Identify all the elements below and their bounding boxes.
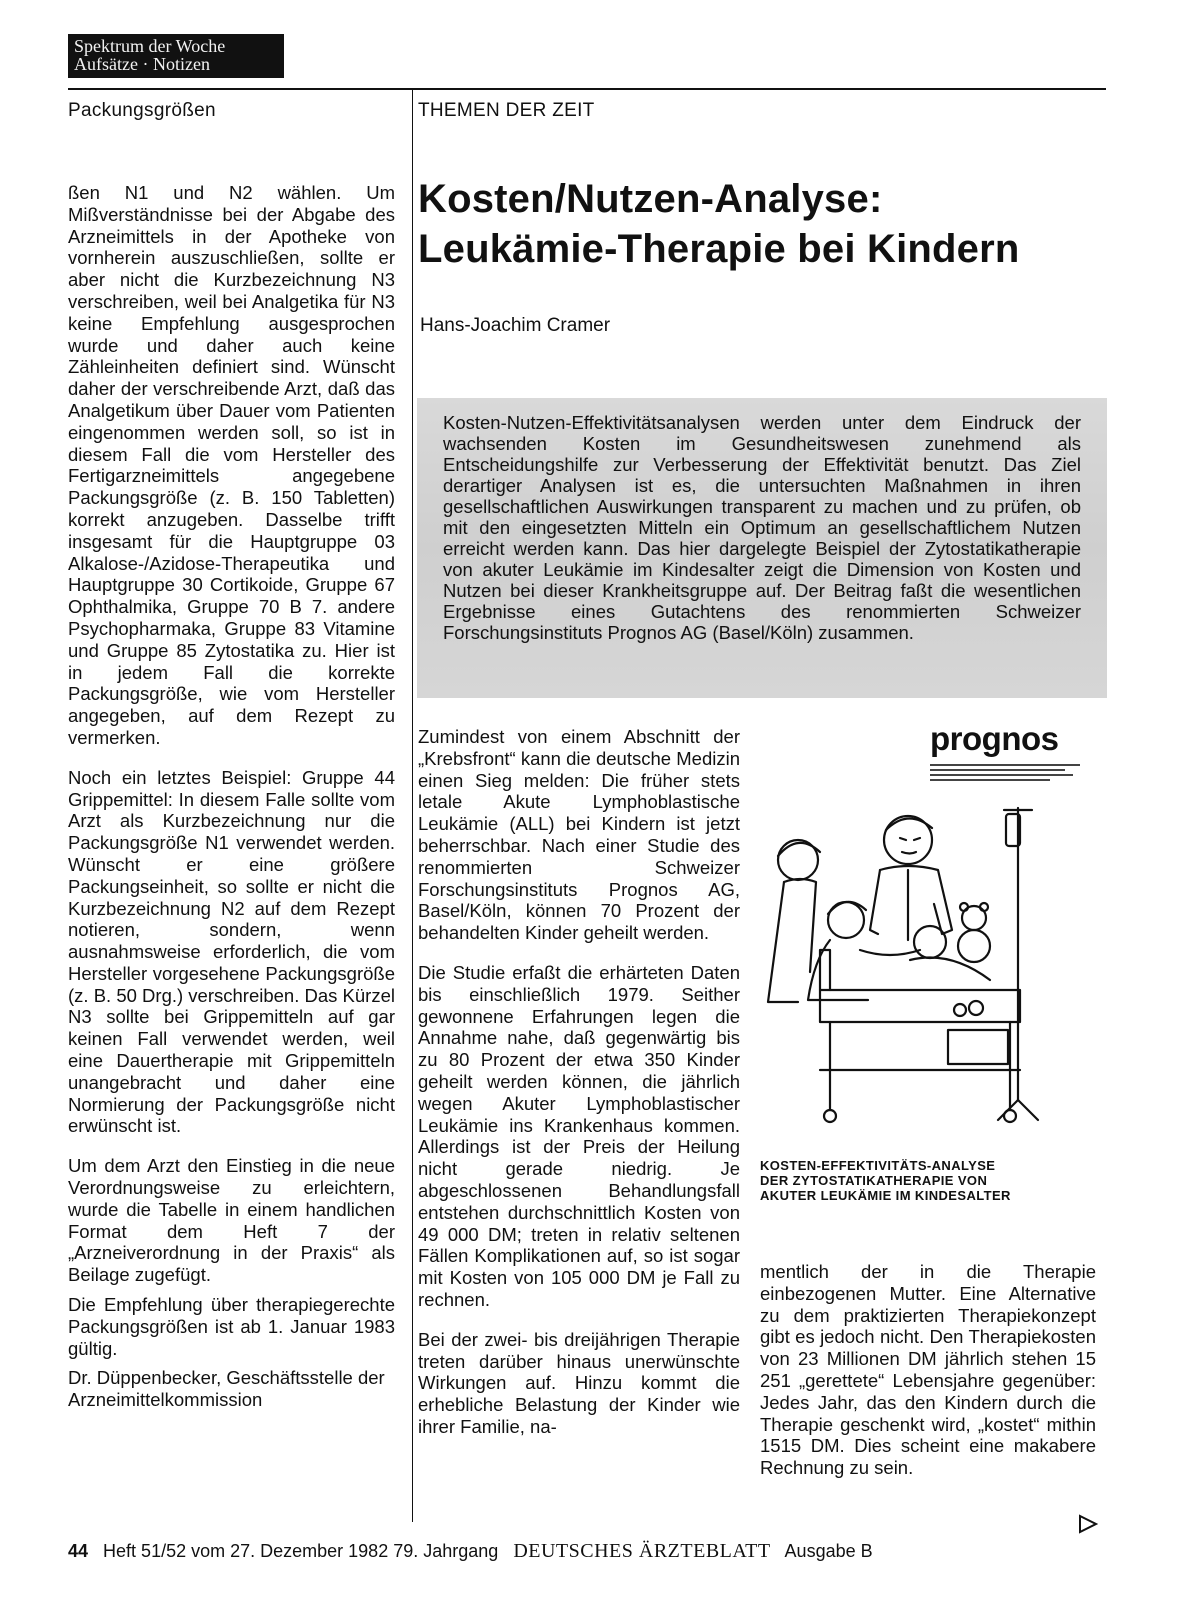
- edition: Ausgabe B: [784, 1541, 873, 1561]
- left-paragraph: Noch ein letztes Beispiel: Gruppe 44 Grippemittel: In diesem Falle sollte vom Arzt als Kurzbezeichnung nur die Packungsgröße N1 verwendet werden. Wünscht er eine größere Packungseinheit, so sollte er nicht die Kurzbezeichnung N2 auf dem Rezept notieren, sondern, wenn ausnahmsweise erforderlich, die vom Hersteller vorgesehene Packungsgröße (z. B. 50 Drg.) verschreiben. Das Kürzel N3 sollte bei Grippemitteln auf gar keinen Fall verwendet werden, weil eine Dauertherapie mit Grippemitteln unangebracht und daher eine Normierung der Packungsgröße nicht erwünscht ist.: [68, 766, 395, 1137]
- left-paragraph: Um dem Arzt den Einstieg in die neue Verordnungsweise zu erleichtern, wurde die Tabelle in einem handlichen Format dem Heft 7 der „Arzneiverordnung in der Praxis“ als Beilage zugefügt.: [68, 1155, 395, 1286]
- abstract-box: [417, 398, 1107, 698]
- right-header: THEMEN DER ZEIT: [418, 100, 595, 121]
- page-number: 44: [68, 1541, 89, 1561]
- middle-paragraph: Zumindest von einem Abschnitt der „Krebsfront“ kann die deutsche Medizin einen Sieg melden: Die früher stets letale Akute Lymphoblastische Leukämie (ALL) bei Kindern ist jetzt beherrschbar. Nach einer Studie des renommierten Schweizer Forschungsinstituts Prognos AG, Basel/Köln, können 70 Prozent der behandelten Kinder geheilt werden.: [418, 726, 740, 944]
- title-line2: Leukämie-Therapie bei Kindern: [418, 227, 1020, 271]
- abstract-text: Kosten-Nutzen-Effektivitätsanalysen werden unter dem Eindruck der wachsenden Kosten im Gesundheitswesen zunehmend als Entscheidungshilfe zur Verbesserung der Effektivität benutzt. Das Ziel derartiger Analysen ist es, die untersuchten Maßnahmen in ihren gesellschaftlichen Auswirkungen transparent zu machen und zu prüfen, ob mit den eingesetzten Mitteln ein Optimum an gesellschaftlichem Nutzen erreicht werden kann. Das hier dargelegte Beispiel der Zytostatikatherapie von akuter Leukämie im Kindesalter zeigt die Dimension von Kosten und Nutzen bei dieser Krankheitsgruppe auf. Der Beitrag faßt die wesentlichen Ergebnisse eines Gutachtens des renommierten Schweizer Forschungsinstituts Prognos AG (Basel/Köln) zusammen.: [443, 412, 1081, 643]
- middle-paragraph: Bei der zwei- bis dreijährigen Therapie treten darüber hinaus unerwünschte Wirkungen auf. Hinzu kommt die erhebliche Belastung der Kinder wie ihrer Familie, na-: [418, 1328, 740, 1437]
- left-column: [68, 182, 395, 1429]
- section-label: [68, 34, 284, 78]
- right-column: [760, 1261, 1096, 1497]
- section-label-line1: Spektrum der Woche: [74, 36, 226, 56]
- caption-line1: KOSTEN-EFFEKTIVITÄTS-ANALYSE: [760, 1158, 996, 1173]
- section-label-line2: Aufsätze · Notizen: [74, 54, 210, 74]
- caption-line3: AKUTER LEUKÄMIE IM KINDESALTER: [760, 1188, 1011, 1203]
- hospital-illustration: [760, 800, 1100, 1150]
- continue-arrow-icon: [1078, 1514, 1098, 1534]
- article-title: [418, 174, 1108, 274]
- title-line1: Kosten/Nutzen-Analyse:: [418, 177, 883, 221]
- right-paragraph: mentlich der in die Therapie einbezogenen Mutter. Eine Alternative zu dem praktizierten Therapiekonzept gibt es jedoch nicht. Den Therapiekosten von 23 Millionen DM jährlich stehen 15 251 „gerettete“ Lebensjahre gegenüber: Jedes Jahr, das den Kindern durch die Therapie geschenkt wird, „kostet“ mithin 1515 DM. Dies scheint eine makabere Rechnung zu sein.: [760, 1261, 1096, 1479]
- journal-name: DEUTSCHES ÄRZTEBLATT: [513, 1540, 771, 1562]
- page-footer: [68, 1540, 873, 1563]
- middle-column: [418, 726, 740, 1456]
- middle-paragraph: Die Studie erfaßt die erhärteten Daten bis einschließlich 1979. Seither gewonnene Erfahrungen legen die Annahme nahe, daß gegenwärtig bis zu 80 Prozent der etwa 350 Kinder geheilt werden können, die jährlich wegen Akuter Lymphoblastischer Leukämie ins Krankenhaus kommen. Allerdings ist der Preis der Heilung nicht gerade niedrig. Je abgeschlossenen Behandlungsfall entstehen durchschnittlich Kosten von 49 000 DM; treten in relativ seltenen Fällen Komplikationen auf, so ist sogar mit Kosten von 105 000 DM je Fall zu rechnen.: [418, 961, 740, 1310]
- column-divider: [412, 90, 413, 1522]
- left-header: Packungsgrößen: [68, 100, 216, 121]
- header-rule: [68, 88, 1106, 90]
- prognos-logo: prognos: [930, 720, 1059, 757]
- signature: Dr. Düppenbecker, Geschäftsstelle der Arzneimittelkommission: [68, 1367, 385, 1411]
- author: Hans-Joachim Cramer: [420, 315, 611, 336]
- issue-info: Heft 51/52 vom 27. Dezember 1982 79. Jahrgang: [103, 1541, 499, 1561]
- left-paragraph: Die Empfehlung über therapiegerechte Packungsgrößen ist ab 1. Januar 1983 gültig.: [68, 1294, 395, 1359]
- left-paragraph: ßen N1 und N2 wählen. Um Mißverständnisse bei der Abgabe des Arzneimittels in der Apotheke von vornherein auszuschließen, sollte er aber nicht die Kurzbezeichnung N3 verschreiben, weil bei Analgetika für N3 keine Empfehlung ausgesprochen wurde und daher auch keine Zähleinheiten definiert sind. Wünscht daher der verschreibende Arzt, daß das Analgetikum über Dauer vom Patienten eingenommen werden soll, so ist in diesem Fall die vom Hersteller des Fertigarzneimittels angegebene Packungsgröße (z. B. 150 Tabletten) korrekt anzugeben. Dasselbe trifft insgesamt für die Hauptgruppe 03 Alkalose-/Azidose-Therapeutika und Hauptgruppe 30 Cortikoide, Gruppe 67 Ophthalmika, Gruppe 70 B 7. andere Psychopharmaka, Gruppe 83 Vitamine und Gruppe 85 Zytostatika zu. Hier ist in jedem Fall die korrekte Packungsgröße, wie vom Hersteller angegeben, auf dem Rezept zu vermerken.: [68, 182, 395, 748]
- figure-caption: [760, 1158, 1100, 1203]
- caption-line2: DER ZYTOSTATIKATHERAPIE VON: [760, 1173, 988, 1188]
- logo-subtitle-lines: [930, 764, 1080, 784]
